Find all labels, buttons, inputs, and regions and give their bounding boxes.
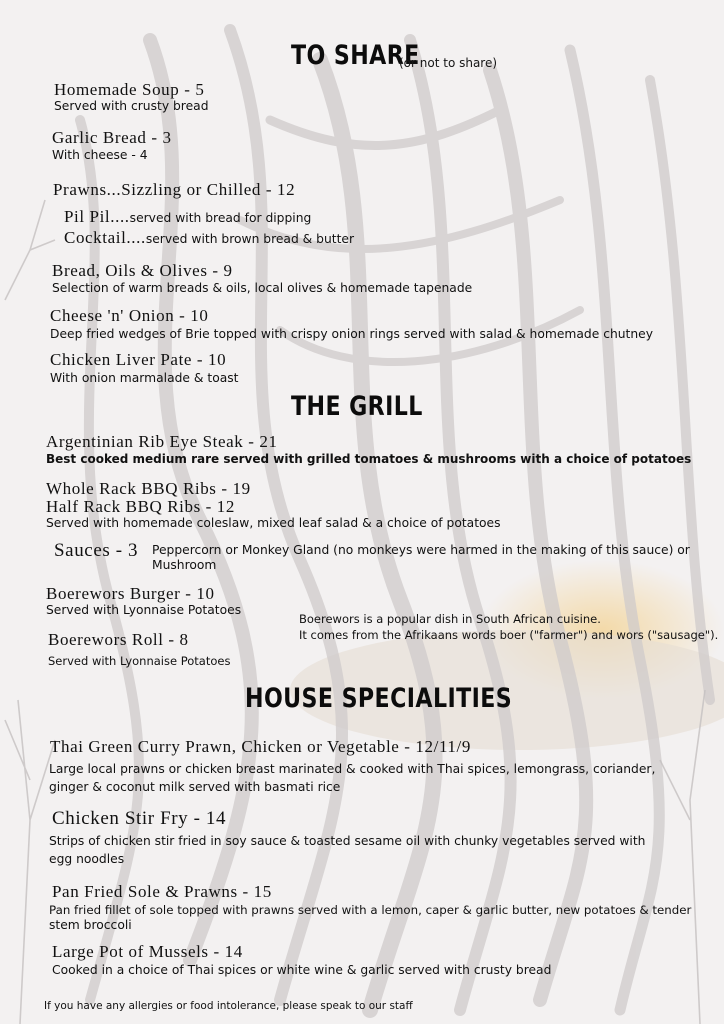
to-share-subheading: (or not to share)	[399, 56, 498, 70]
menu-item-title: Argentinian Rib Eye Steak - 21	[46, 432, 278, 451]
menu-item-title: Boerewors Burger - 10	[46, 584, 215, 603]
menu-item-title: Cheese 'n' Onion - 10	[50, 306, 209, 325]
menu-item-title: Boerewors Roll - 8	[48, 630, 189, 649]
menu-item-description: Best cooked medium rare served with grilled tomatoes & mushrooms with a choice of potatoes	[46, 452, 692, 466]
menu-item-description: Large local prawns or chicken breast marinated & cooked with Thai spices, lemongrass, coriander,	[49, 762, 656, 776]
menu-item-title: Prawns...Sizzling or Chilled - 12	[53, 180, 296, 199]
section-heading-grill: THE GRILL	[291, 391, 423, 422]
allergy-footer-note: If you have any allergies or food intolerance, please speak to our staff	[44, 1000, 413, 1012]
to-share-title: TO SHARE	[291, 40, 420, 71]
menu-item-title: Bread, Oils & Olives - 9	[52, 261, 233, 280]
menu-item-title: Homemade Soup - 5	[54, 80, 205, 99]
option-name: Cocktail....	[64, 228, 146, 247]
menu-item-description: With cheese - 4	[52, 148, 148, 162]
menu-item-description: Pan fried fillet of sole topped with prawns served with a lemon, caper & garlic butter, new potatoes & tender	[49, 903, 692, 917]
menu-item-description: Selection of warm breads & oils, local olives & homemade tapenade	[52, 281, 473, 295]
option-description: served with brown bread & butter	[145, 232, 355, 246]
menu-item-description: egg noodles	[49, 852, 125, 866]
boerewors-note: It comes from the Afrikaans words boer ("farmer") and wors ("sausage").	[299, 628, 719, 642]
menu-item-description: Cooked in a choice of Thai spices or white wine & garlic served with crusty bread	[52, 963, 552, 977]
boerewors-note: Boerewors is a popular dish in South African cuisine.	[299, 612, 601, 626]
menu-item-option	[64, 207, 311, 227]
menu-item-description: Served with homemade coleslaw, mixed leaf salad & a choice of potatoes	[46, 516, 501, 530]
menu-item-description: stem broccoli	[49, 918, 132, 932]
menu-item-title: Thai Green Curry Prawn, Chicken or Vegetable - 12/11/9	[50, 737, 471, 756]
menu-item-title: Garlic Bread - 3	[52, 128, 172, 147]
menu-item-description: Mushroom	[152, 558, 217, 572]
menu-item-description: Served with Lyonnaise Potatoes	[46, 603, 242, 617]
menu-item-description: ginger & coconut milk served with basmati rice	[49, 780, 341, 794]
menu-item-title: Chicken Liver Pate - 10	[50, 350, 227, 369]
menu-item-title: Large Pot of Mussels - 14	[52, 942, 243, 961]
menu-item-title: Whole Rack BBQ Ribs - 19	[46, 479, 251, 498]
menu-item-title: Pan Fried Sole & Prawns - 15	[52, 882, 272, 901]
menu-item-description: Served with Lyonnaise Potatoes	[48, 654, 231, 668]
menu-item-description: Served with crusty bread	[54, 99, 209, 113]
menu-item-title: Sauces - 3	[54, 540, 139, 561]
menu-item-title: Half Rack BBQ Ribs - 12	[46, 497, 235, 516]
menu-item-description: Deep fried wedges of Brie topped with crispy onion rings served with salad & homemade chutney	[50, 327, 654, 341]
menu-item-option	[64, 228, 354, 248]
menu-item-description: Strips of chicken stir fried in soy sauce & toasted sesame oil with chunky vegetables served with	[49, 834, 646, 848]
menu-item-description: With onion marmalade & toast	[50, 371, 239, 385]
section-heading-house-specialities: HOUSE SPECIALITIES	[245, 683, 513, 714]
menu-item-description: Peppercorn or Monkey Gland (no monkeys were harmed in the making of this sauce) or	[152, 543, 690, 557]
option-description: served with bread for dipping	[129, 211, 312, 225]
menu-item-title: Chicken Stir Fry - 14	[52, 808, 227, 829]
option-name: Pil Pil....	[64, 207, 130, 226]
